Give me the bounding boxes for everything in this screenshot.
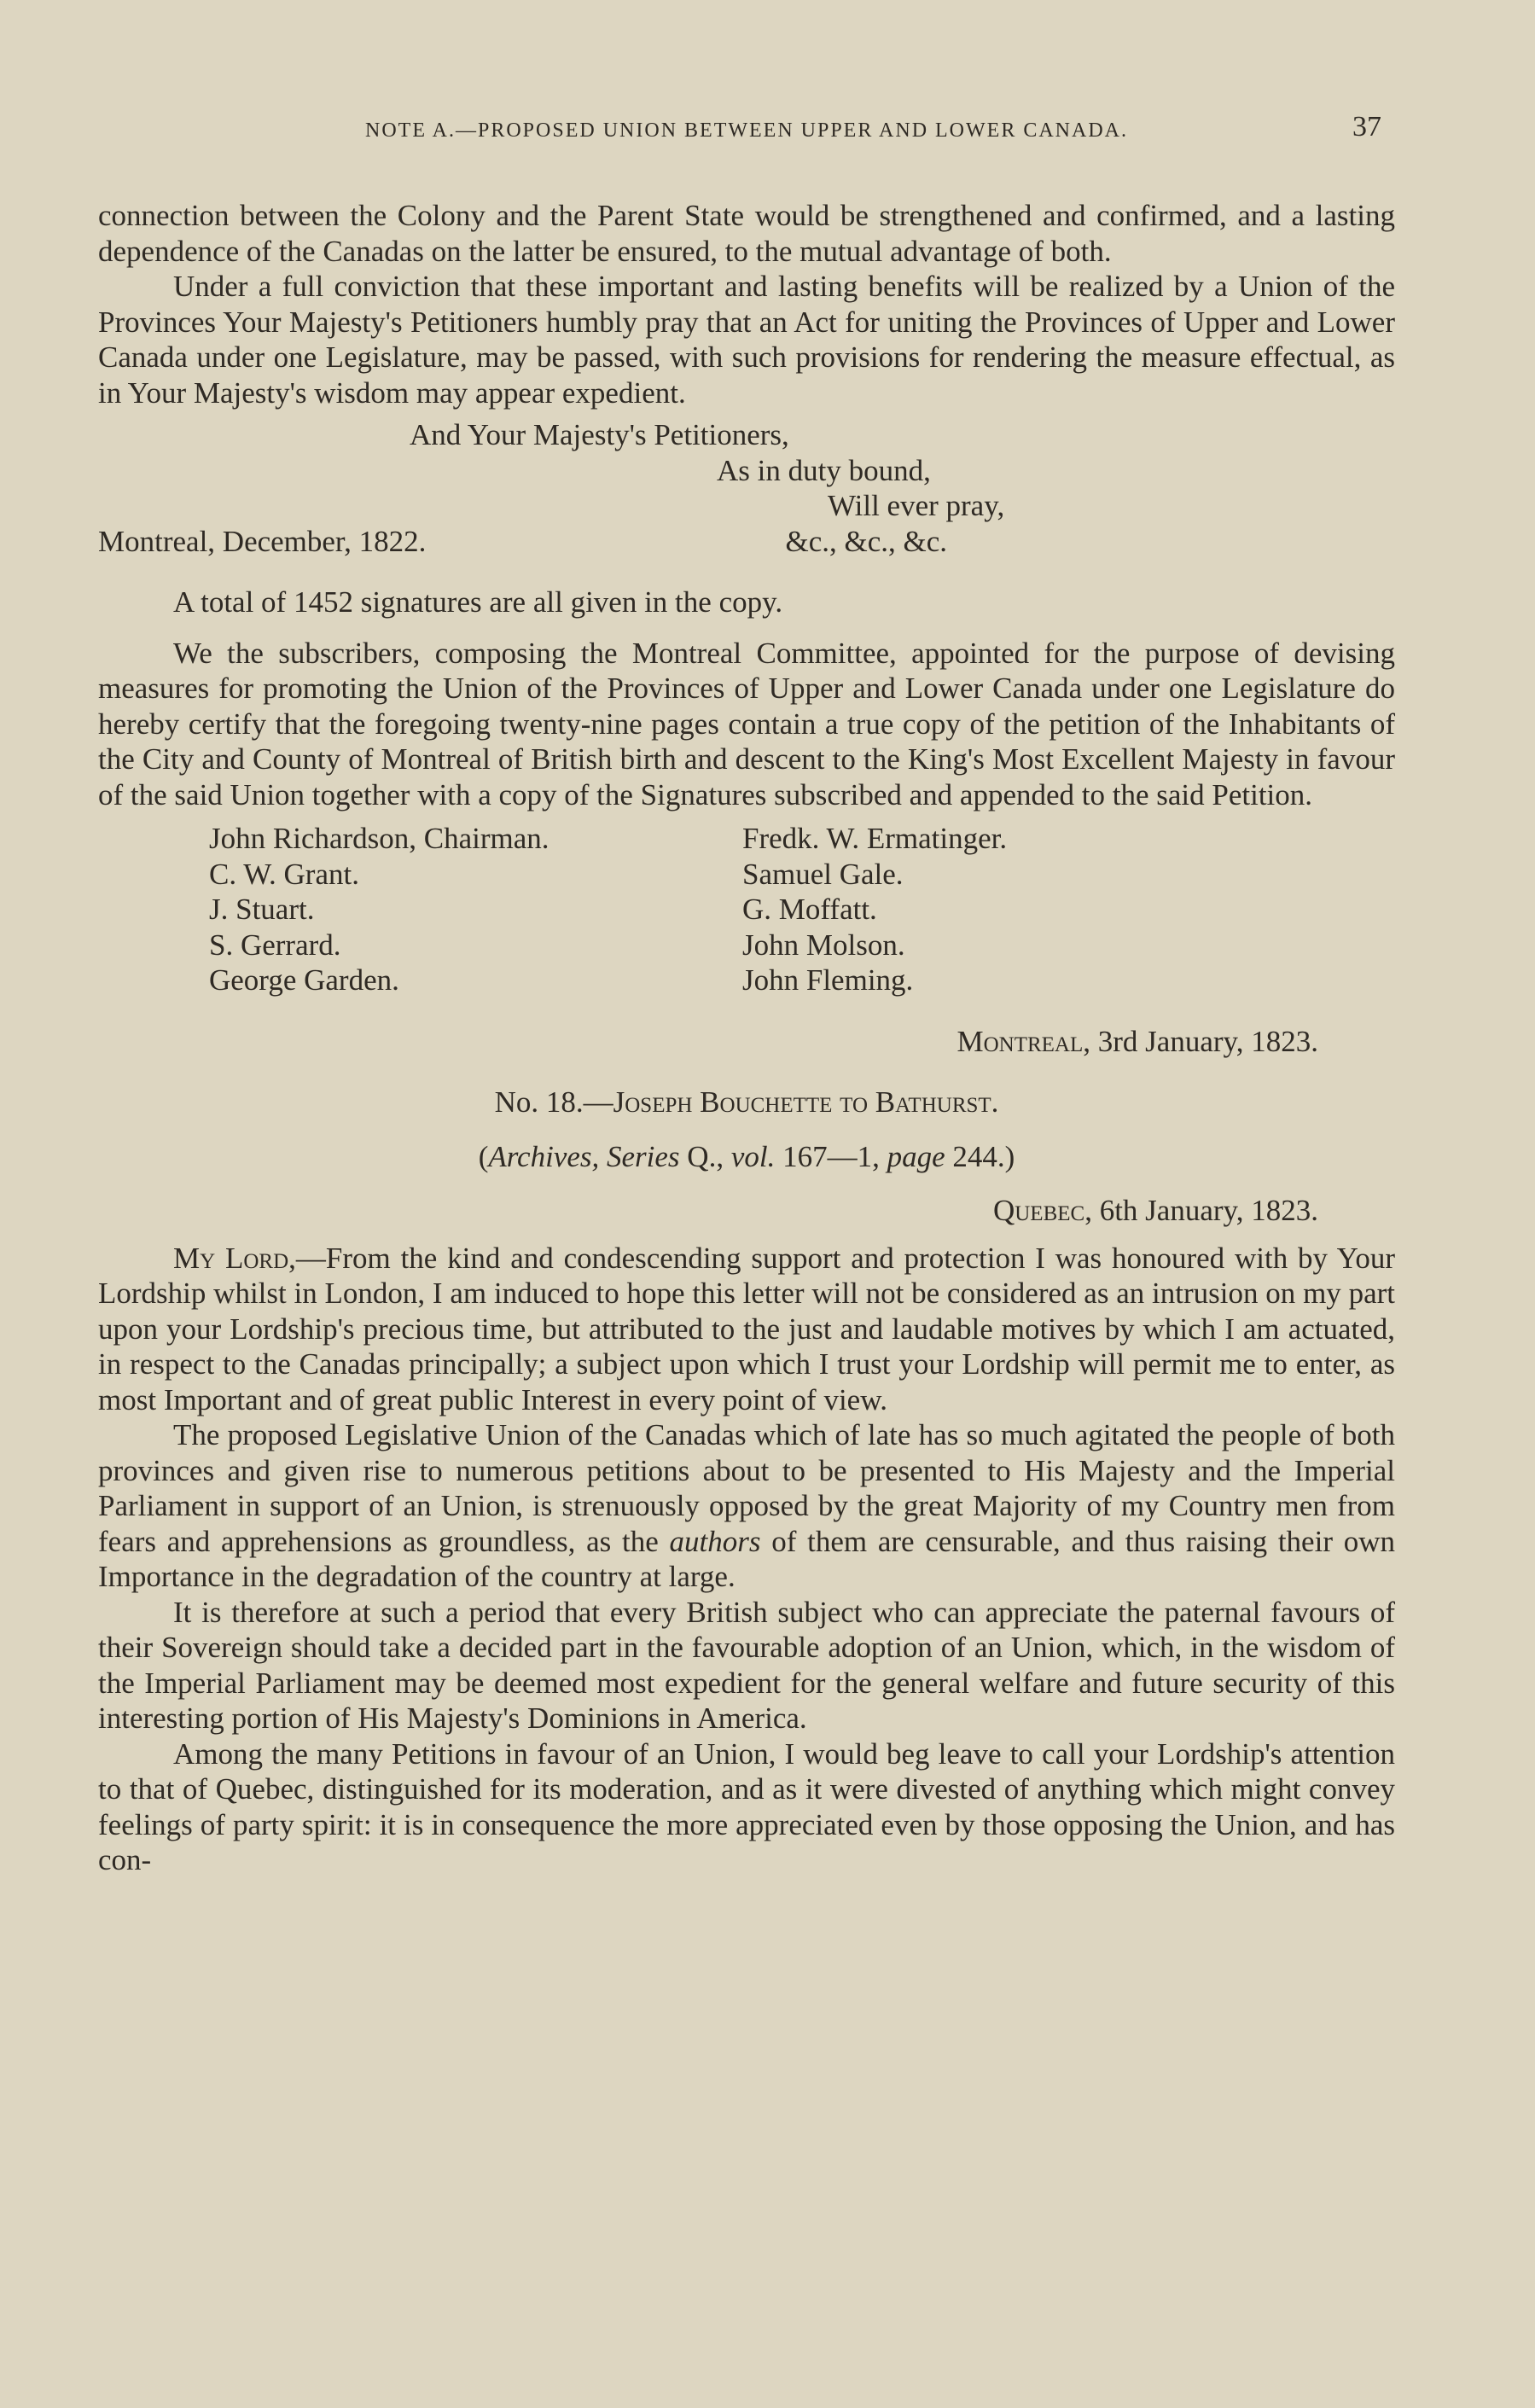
signatory: John Molson. [742,928,905,962]
signatory: George Garden. [209,963,399,997]
petition-closing [98,417,1395,559]
signatory: J. Stuart. [209,893,315,926]
certificate-dateline [98,1024,1395,1060]
salutation: My Lord, [173,1241,296,1275]
petition-dateline [98,524,1395,560]
ref-page-num: 244. [952,1139,1005,1173]
archive-reference: (Archives, Series Q., vol. 167—1, page 244.) [478,1139,1015,1173]
petition-paragraph: Under a full conviction that these important and lasting benefits will be realized by a Union of the Provinces Your Majesty's Petitioners humbly pray that an Act for uniting the Provinces of Upper and Lower Canada under one Legislature, may be passed, with such provisions for rendering the measure effectual, as in Your Majesty's wisdom may appear expedient. [98,270,1395,410]
ref-num: 167—1, [782,1139,880,1173]
closing-line: As in duty bound, [717,453,931,487]
signatory: G. Moffatt. [742,893,877,926]
signatory: S. Gerrard. [209,928,341,962]
petition-date: Montreal, December, 1822. [98,524,427,558]
signatory: John Richardson, Chairman. [209,822,549,855]
letter-paragraph: The proposed Legislative Union of the Canadas which of late has so much agitated the people of both provinces and given rise to numerous petitions about to be presented to His Majesty and the Imperial Parliament in support of an Union, is strenuously opposed by the great Majority of my Country men from fears and apprehensions as groundless, as the authors of them are censurable, and thus raising their own Importance in the degradation of the country at large. [98,1418,1395,1593]
letter-paragraph: It is therefore at such a period that every British subject who can appreciate the paternal favours of their Sovereign should take a decided part in the favourable adoption of an Union, which, in the wisdom of the Imperial Parliament may be deemed most expedient for the general welfare and future security of this interesting portion of His Majesty's Dominions in America. [98,1595,1395,1735]
signatory: Fredk. W. Ermatinger. [742,822,1008,855]
closing-line: Will ever pray, [828,489,1005,522]
letter-date: 6th January, 1823. [1099,1194,1318,1227]
signatory: C. W. Grant. [209,857,359,891]
letter-paragraph: Among the many Petitions in favour of an Union, I would beg leave to call your Lordship's attention to that of Quebec, distinguished for its moderation, and as it were divested of anything which might convey feelings of party spirit: it is in consequence the more appreciated even by those opposing the Union, and has con- [98,1736,1395,1876]
certificate-place: Montreal, [956,1024,1091,1058]
letter-place: Quebec, [992,1194,1092,1227]
ref-archives: Archives, Series [488,1139,680,1173]
petition-paragraph: connection between the Colony and the Parent State would be strengthened and confirmed, and a lasting dependence of the Canadas on the latter be ensured, to the mutual advantage of both. [98,199,1395,268]
letter-paragraph: My Lord,—From the kind and condescending support and protection I was honoured with by Your Lordship whilst in London, I am induced to hope this letter will not be considered as an intrusion on my part upon your Lordship's precious time, but attributed to the just and laudable motives by which I am actuated, in respect to the Canadas principally; a subject upon which I trust your Lordship will permit me to enter, as most Important and of great public Interest in every point of view. [98,1241,1395,1416]
letter-dateline [98,1193,1395,1229]
body-text [98,198,1395,1878]
certificate-date: 3rd January, 1823. [1097,1024,1318,1058]
signatures-note: A total of 1452 signatures are all given in the copy. [173,585,783,619]
letter-title: Joseph Bouchette to Bathurst. [613,1085,999,1119]
ref-vol: vol. [730,1139,776,1173]
certificate-paragraph: We the subscribers, composing the Montreal Committee, appointed for the purpose of devising measures for promoting the Union of the Provinces of Upper and Lower Canada under one Legislature do hereby certify that the foregoing twenty-nine pages contain a true copy of the petition of the Inhabitants of the City and County of Montreal of British birth and descent to the King's Most Excellent Majesty in favour of the said Union together with a copy of the Signatures subscribed and appended to the said Petition. [98,636,1395,811]
signatory: John Fleming. [742,963,914,997]
ref-page: page [887,1139,945,1173]
letter-heading [98,1085,1395,1120]
running-title: NOTE A.—PROPOSED UNION BETWEEN UPPER AND LOWER CANADA. [365,119,1128,142]
closing-line: And Your Majesty's Petitioners, [410,418,789,451]
letter-number: No. 18.— [494,1085,613,1119]
page-number: 37 [1352,111,1381,143]
signatory: Samuel Gale. [742,857,904,891]
ref-q: Q., [687,1139,724,1173]
signatories-list [209,821,1395,998]
petition-etc: &c., &c., &c. [785,524,947,558]
